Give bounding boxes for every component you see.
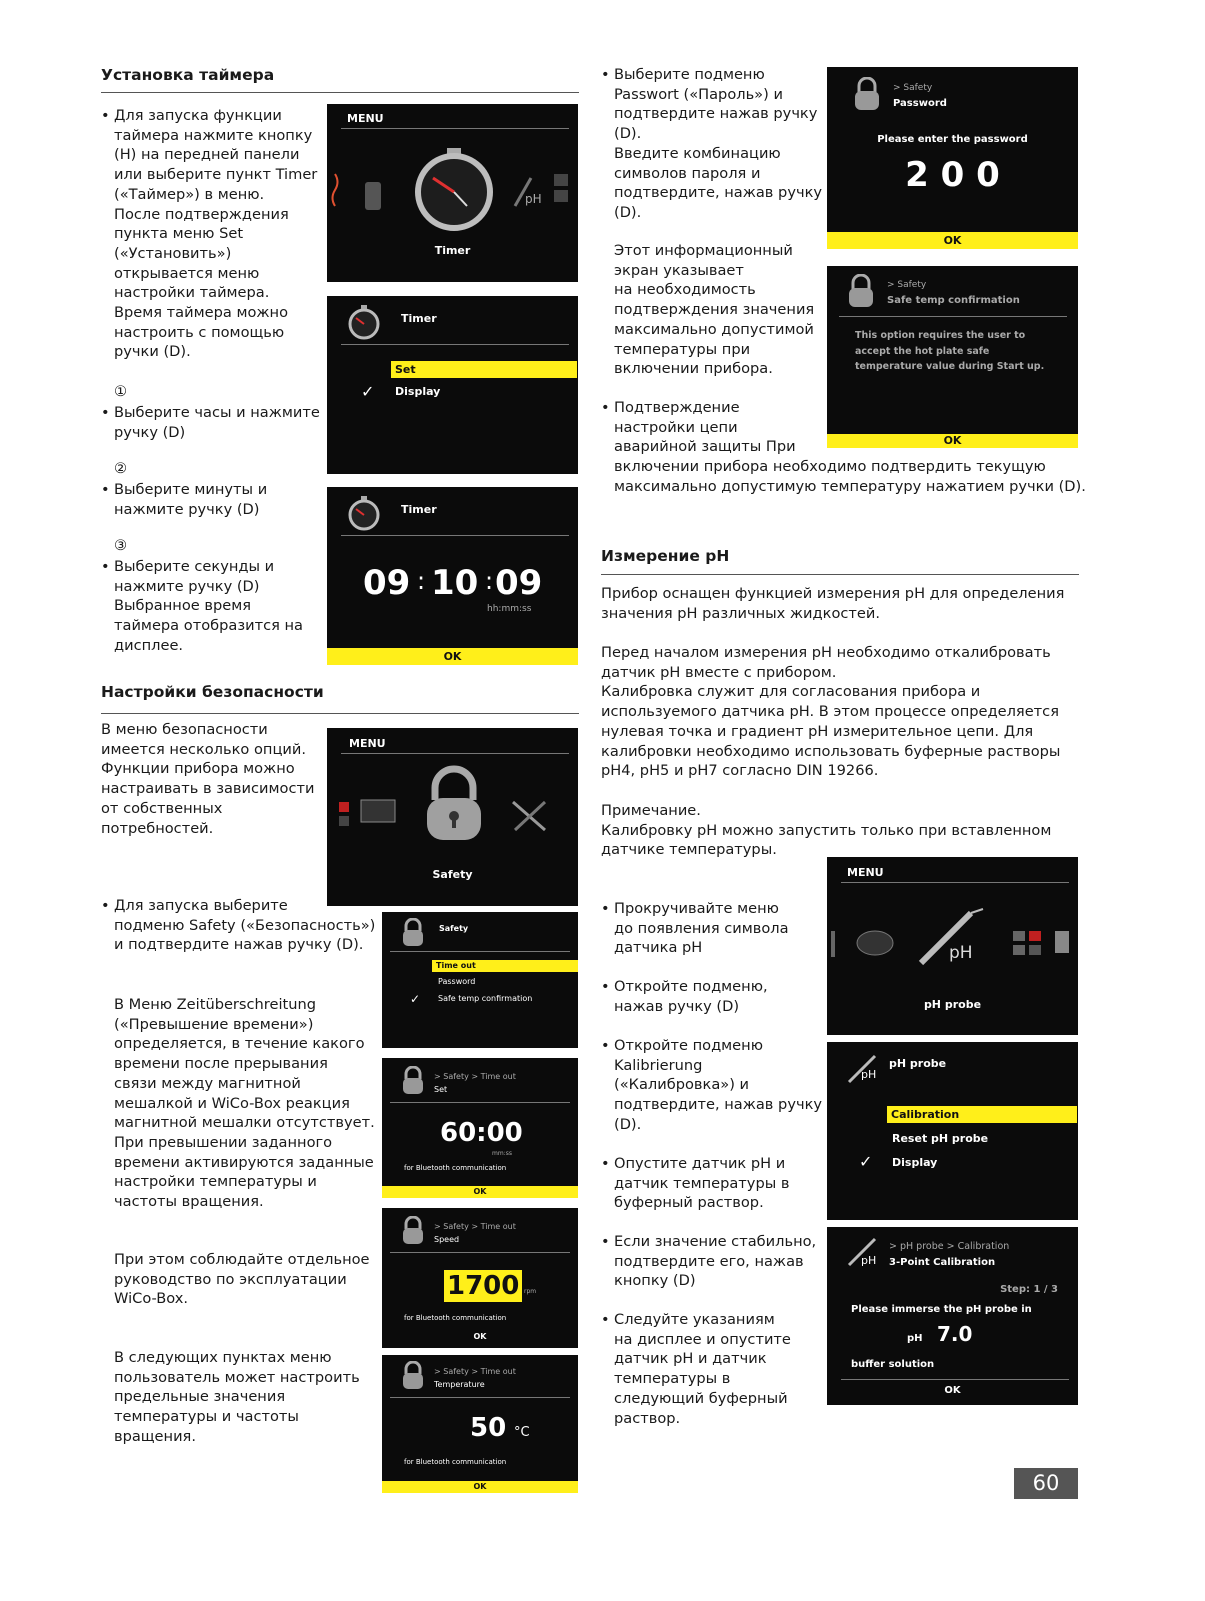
timer-paragraph-3: • Выберите минуты и нажмите ручку (D) bbox=[101, 480, 334, 519]
ph-bullet-2: • Откройте подменю, нажав ручку (D) bbox=[601, 977, 834, 1016]
safety-paragraph-5: В следующих пунктах меню пользователь может настроить предельные значения температуры и частоты вращения. bbox=[114, 1349, 360, 1445]
ok-button[interactable]: OK bbox=[827, 232, 1078, 249]
menu-item-display[interactable]: Display bbox=[892, 1156, 938, 1169]
calibration-step: Step: 1 / 3 bbox=[1000, 1284, 1058, 1295]
timeout-value: 60:00 bbox=[440, 1118, 523, 1148]
section-heading-timer: Установка таймера bbox=[101, 66, 275, 84]
breadcrumb: > Safety > Time out bbox=[434, 1222, 516, 1231]
section-rule bbox=[101, 713, 579, 714]
screen-label: Timer bbox=[434, 244, 471, 257]
bluetooth-note: for Bluetooth communication bbox=[404, 1314, 507, 1322]
lock-icon bbox=[845, 274, 875, 310]
step-marker-2: ② bbox=[114, 460, 128, 477]
screen-safe-temp bbox=[827, 266, 1078, 448]
screen-ph-menu bbox=[827, 1042, 1078, 1220]
ok-button[interactable]: OK bbox=[827, 434, 1078, 448]
info-line: accept the hot plate safe bbox=[855, 346, 990, 357]
screen-title: 3-Point Calibration bbox=[889, 1257, 996, 1268]
speed-unit: rpm bbox=[524, 1288, 537, 1295]
check-icon: ✓ bbox=[859, 1152, 873, 1171]
menu-item-calibration[interactable]: Calibration bbox=[887, 1106, 1077, 1123]
ph-icon-text: pH bbox=[949, 943, 973, 963]
password-prompt: Please enter the password bbox=[877, 134, 1028, 145]
section-heading-safety: Настройки безопасности bbox=[101, 683, 324, 701]
ph-paragraph-2: Перед началом измерения pH необходимо откалибровать датчик pH вместе с прибором. Калибровка служит для согласования прибора и используемого датчика pH. В этом процессе определяется нулевая точка и градиент pH измерительное цепи. Для калибровки необходимо использовать буферные растворы pH4, pH5 и pH7 согласно DIN 19266. bbox=[601, 644, 1061, 780]
temperature-value: 50 bbox=[470, 1413, 507, 1443]
password-paragraph-3: • Подтверждение настройки цепи аварийной защиты При bbox=[601, 398, 834, 457]
buffer-label: buffer solution bbox=[851, 1359, 935, 1370]
screen-timer-menu bbox=[327, 296, 578, 474]
speed-value: 1700 bbox=[444, 1270, 522, 1302]
menu-item-reset[interactable]: Reset pH probe bbox=[892, 1132, 989, 1145]
timer-paragraph-2: • Выберите часы и нажмите ручку (D) bbox=[101, 403, 334, 442]
breadcrumb: > Safety bbox=[887, 280, 927, 290]
screen-menu-timer bbox=[327, 104, 578, 282]
timer-colon: : bbox=[485, 567, 494, 595]
screen-header: MENU bbox=[847, 866, 884, 879]
ph-label: pH bbox=[907, 1333, 923, 1344]
menu-item-set[interactable]: Set bbox=[391, 361, 577, 378]
screen-subtitle: Speed bbox=[434, 1235, 460, 1244]
screen-title: Safe temp confirmation bbox=[887, 295, 1020, 306]
ph-bullet-3: • Откройте подменю Kalibrierung («Калибровка») и подтвердите, нажав ручку (D). bbox=[601, 1036, 834, 1135]
screen-subtitle: Temperature bbox=[434, 1380, 485, 1389]
timer-hours: 09 bbox=[363, 563, 411, 603]
screen-ph-calibration bbox=[827, 1227, 1078, 1405]
check-icon: ✓ bbox=[410, 992, 421, 1006]
check-icon: ✓ bbox=[361, 382, 375, 401]
menu-item-safe-temp[interactable]: Safe temp confirmation bbox=[438, 994, 533, 1003]
safety-paragraph-1: В меню безопасности имеется несколько опций. Функции прибора можно настраивать в зависимости от собственных потребностей. bbox=[101, 721, 315, 837]
screen-title: Password bbox=[893, 98, 947, 109]
ph-icon-text: pH bbox=[861, 1068, 877, 1081]
ph-icon-text: pH bbox=[861, 1254, 877, 1267]
ok-label[interactable]: OK bbox=[473, 1332, 487, 1341]
page-number: 60 bbox=[1014, 1468, 1078, 1499]
section-heading-ph: Измерение pH bbox=[601, 547, 730, 565]
screen-safety-menu bbox=[382, 912, 578, 1048]
safety-paragraph-4: При этом соблюдайте отдельное руководство по эксплуатации WiCo-Box. bbox=[114, 1251, 370, 1308]
stopwatch-icon bbox=[345, 304, 385, 340]
breadcrumb: > pH probe > Calibration bbox=[889, 1241, 1010, 1252]
menu-item-password[interactable]: Password bbox=[438, 977, 476, 986]
password-value[interactable]: 2 0 0 bbox=[905, 155, 1000, 195]
info-line: temperature value during Start up. bbox=[855, 361, 1045, 372]
bluetooth-note: for Bluetooth communication bbox=[404, 1164, 507, 1172]
lock-icon bbox=[400, 1361, 426, 1391]
info-line: This option requires the user to bbox=[855, 330, 1026, 341]
ph-value: 7.0 bbox=[937, 1322, 973, 1346]
screen-title: Timer bbox=[401, 503, 437, 516]
safety-paragraph-3: В Меню Zeitüberschreitung («Превышение времени») определяется, в течение какого времени после прерывания связи между магнитной мешалкой и WiCo-Box реакция магнитной мешалки отсутствует. При превышении заданного времени активируются заданные настройки температуры и частоты вращения. bbox=[114, 996, 375, 1211]
screen-timeout-set bbox=[382, 1058, 578, 1198]
password-paragraph-3-continued: включении прибора необходимо подтвердить текущую максимально допустимую температуру нажатием ручки (D). bbox=[614, 458, 1086, 495]
lock-icon bbox=[851, 77, 881, 113]
ok-button[interactable]: OK bbox=[382, 1186, 578, 1198]
section-rule bbox=[101, 92, 579, 93]
step-marker-3: ③ bbox=[114, 537, 128, 554]
breadcrumb: > Safety > Time out bbox=[434, 1367, 516, 1376]
lock-icon bbox=[400, 1066, 426, 1096]
screen-title: Timer bbox=[401, 312, 437, 325]
screen-timeout-speed bbox=[382, 1208, 578, 1348]
ph-bullet-6: • Следуйте указаниям на дисплее и опустите датчик pH и датчик температуры в следующий буферный раствор. bbox=[601, 1310, 834, 1428]
timer-seconds: 09 bbox=[495, 563, 543, 603]
section-rule bbox=[601, 574, 1079, 575]
timer-colon: : bbox=[417, 567, 426, 595]
timer-paragraph-1: • Для запуска функции таймера нажмите кнопку (H) на передней панели или выберите пункт Timer («Таймер») в меню. После подтверждения пункта меню Set («Установить») открывается меню настройки таймера. Время таймера можно настроить с помощью ручки (D). bbox=[101, 106, 334, 362]
safety-paragraph-2: • Для запуска выберите подменю Safety («Безопасность») и подтвердите нажав ручку (D). bbox=[101, 896, 389, 955]
screen-menu-safety bbox=[327, 728, 578, 906]
screen-subtitle: Set bbox=[434, 1085, 448, 1094]
lock-icon bbox=[327, 758, 578, 870]
screen-menu-ph bbox=[827, 857, 1078, 1035]
screen-password bbox=[827, 67, 1078, 249]
ph-paragraph-3: Примечание. Калибровку pH можно запустить только при вставленном датчике температуры. bbox=[601, 802, 1052, 859]
menu-item-display[interactable]: Display bbox=[395, 385, 441, 398]
lock-icon bbox=[400, 918, 426, 948]
ph-paragraph-1: Прибор оснащен функцией измерения pH для определения значения pH различных жидкостей. bbox=[601, 585, 1065, 622]
password-paragraph-1: • Выберите подменю Passwort («Пароль») и подтвердите нажав ручку (D). Введите комбинацию символов пароля и подтвердите, нажав ручку (D). bbox=[601, 65, 834, 223]
ph-bullet-1: • Прокручивайте меню до появления символа датчика pH bbox=[601, 899, 834, 958]
calibration-prompt: Please immerse the pH probe in bbox=[851, 1304, 1032, 1315]
screen-timeout-temperature bbox=[382, 1355, 578, 1493]
lock-icon bbox=[400, 1216, 426, 1246]
breadcrumb: > Safety bbox=[893, 83, 933, 93]
timeout-unit: mm:ss bbox=[492, 1150, 512, 1157]
timer-unit: hh:mm:ss bbox=[487, 604, 532, 614]
screen-header: MENU bbox=[347, 112, 384, 125]
temperature-unit: °C bbox=[514, 1425, 530, 1440]
password-paragraph-2: Этот информационный экран указывает на необходимость подтверждения значения максимально допустимой температуры при включении прибора. bbox=[614, 242, 815, 378]
screen-label: pH probe bbox=[923, 998, 982, 1011]
breadcrumb: > Safety > Time out bbox=[434, 1072, 516, 1081]
step-marker-1: ① bbox=[114, 383, 128, 400]
screen-timer-value bbox=[327, 487, 578, 665]
timer-minutes: 10 bbox=[431, 563, 479, 603]
ok-button[interactable]: OK bbox=[382, 1481, 578, 1493]
screen-label: Safety bbox=[432, 868, 473, 881]
screen-title: Safety bbox=[439, 924, 469, 933]
ok-label[interactable]: OK bbox=[944, 1385, 961, 1396]
menu-item-timeout[interactable]: Time out bbox=[432, 960, 578, 972]
screen-title: pH probe bbox=[889, 1057, 947, 1070]
screen-header: MENU bbox=[349, 737, 386, 750]
ok-button[interactable]: OK bbox=[327, 648, 578, 665]
bluetooth-note: for Bluetooth communication bbox=[404, 1458, 507, 1466]
timer-paragraph-4: • Выберите секунды и нажмите ручку (D) Выбранное время таймера отобразится на дисплее. bbox=[101, 557, 334, 656]
stopwatch-icon bbox=[345, 495, 385, 531]
ph-bullet-4: • Опустите датчик pH и датчик температуры в буферный раствор. bbox=[601, 1154, 834, 1213]
ph-bullet-5: • Если значение стабильно, подтвердите его, нажав кнопку (D) bbox=[601, 1232, 834, 1291]
ph-side-label: pH bbox=[525, 192, 542, 206]
